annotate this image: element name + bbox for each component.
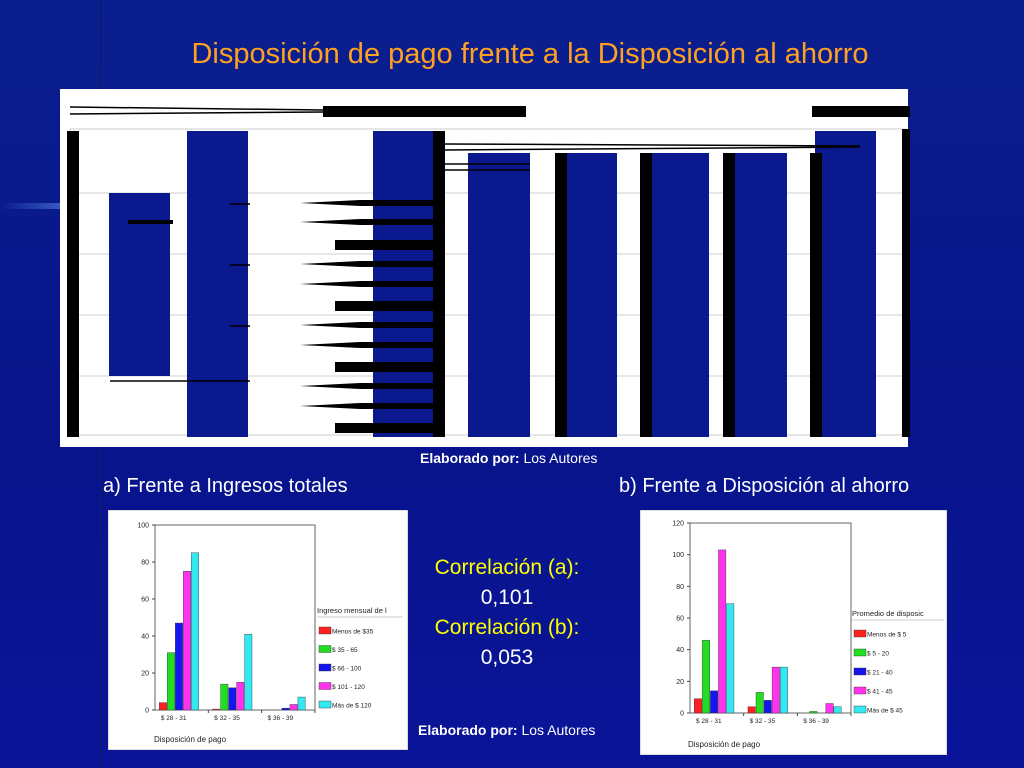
- bar: [748, 707, 755, 713]
- y-tick-label: 40: [676, 647, 684, 655]
- corr-a-value: 0,101: [480, 586, 534, 609]
- caption-top-rest: Los Autores: [519, 450, 598, 466]
- y-tick-label: 100: [672, 552, 684, 560]
- y-tick-label: 100: [137, 522, 149, 530]
- bar: [191, 553, 198, 710]
- legend-swatch: [854, 649, 866, 656]
- x-tick-label: $ 28 - 31: [160, 715, 187, 722]
- legend-title: Ingreso mensual de l: [317, 606, 387, 615]
- y-tick-label: 80: [141, 559, 149, 567]
- bar: [834, 707, 841, 713]
- subtitle-b: b) Frente a Disposición al ahorro: [619, 475, 910, 497]
- y-tick-label: 60: [141, 596, 149, 604]
- correlation-block: [412, 553, 602, 673]
- bar: [245, 634, 252, 710]
- x-axis-label: Disposición de pago: [154, 735, 227, 744]
- bar: [710, 691, 717, 713]
- bar: [298, 697, 305, 710]
- y-tick-label: 20: [676, 678, 684, 686]
- bar: [229, 688, 236, 710]
- legend-label: $ 35 - 65: [332, 647, 358, 654]
- y-tick-label: 120: [672, 520, 684, 528]
- legend-label: Menos de $ 5: [867, 631, 907, 639]
- bar: [764, 700, 771, 713]
- x-tick-label: $ 32 - 35: [749, 718, 776, 725]
- caption-bottom: [418, 722, 595, 738]
- bar: [702, 640, 709, 713]
- y-tick-label: 20: [141, 670, 149, 678]
- caption-top: [420, 450, 597, 466]
- bar: [826, 704, 833, 714]
- bar: [290, 704, 297, 710]
- bar: [780, 667, 787, 713]
- corr-b-label: Correlación (b):: [434, 616, 580, 639]
- legend-label: $ 41 - 45: [867, 688, 893, 696]
- legend-swatch: [319, 683, 331, 690]
- corr-a-label: Correlación (a):: [434, 556, 580, 579]
- bar: [237, 682, 244, 710]
- x-tick-label: $ 36 - 39: [803, 718, 829, 725]
- bar: [772, 667, 779, 713]
- y-tick-label: 80: [676, 583, 684, 591]
- y-tick-label: 40: [141, 633, 149, 641]
- subtitle-a: a) Frente a Ingresos totales: [103, 475, 348, 497]
- legend-swatch: [854, 687, 866, 694]
- chart-b: [640, 510, 947, 755]
- legend-label: Más de $ 45: [867, 707, 903, 715]
- legend-swatch: [854, 668, 866, 675]
- legend-label: $ 21 - 40: [867, 669, 893, 677]
- bar: [175, 623, 182, 710]
- x-axis-label: Disposición de pago: [688, 740, 761, 749]
- legend-swatch: [854, 706, 866, 713]
- caption-bottom-rest: Los Autores: [517, 722, 596, 738]
- bar: [718, 550, 725, 713]
- legend-swatch: [319, 646, 331, 653]
- bar: [221, 684, 228, 710]
- caption-bottom-bold: Elaborado por:: [418, 722, 518, 738]
- bar: [167, 653, 174, 710]
- legend-label: $ 66 - 100: [332, 665, 362, 673]
- bar: [159, 703, 166, 710]
- corrupted-chart-graphic: [60, 89, 910, 449]
- chart-a-panel: [108, 510, 408, 750]
- slide-title: Disposición de pago frente a la Disposición al ahorro: [191, 38, 869, 70]
- y-tick-label: 60: [676, 615, 684, 623]
- legend-label: $ 101 - 120: [332, 684, 365, 691]
- legend-swatch: [319, 627, 331, 634]
- bar: [756, 692, 763, 713]
- bar: [810, 711, 817, 713]
- corr-b-value: 0,053: [480, 646, 534, 669]
- x-tick-label: $ 28 - 31: [695, 718, 722, 725]
- legend-label: Más de $ 120: [332, 702, 372, 710]
- x-tick-label: $ 36 - 39: [267, 715, 294, 722]
- bar: [213, 709, 220, 710]
- legend-label: Menos de $35: [332, 628, 374, 636]
- legend-swatch: [319, 701, 331, 708]
- caption-top-bold: Elaborado por:: [420, 450, 520, 466]
- bar: [183, 571, 190, 710]
- bar: [282, 708, 289, 710]
- legend-title: Promedio de disposic: [852, 609, 924, 618]
- y-tick-label: 0: [680, 710, 684, 718]
- chart-a: [108, 510, 408, 750]
- legend-swatch: [854, 630, 866, 637]
- y-tick-label: 0: [145, 707, 149, 715]
- legend-swatch: [319, 664, 331, 671]
- bar: [694, 699, 701, 713]
- bar: [726, 604, 733, 713]
- legend-label: $ 5 - 20: [867, 650, 890, 658]
- chart-b-panel: [640, 510, 947, 755]
- x-tick-label: $ 32 - 35: [214, 715, 240, 722]
